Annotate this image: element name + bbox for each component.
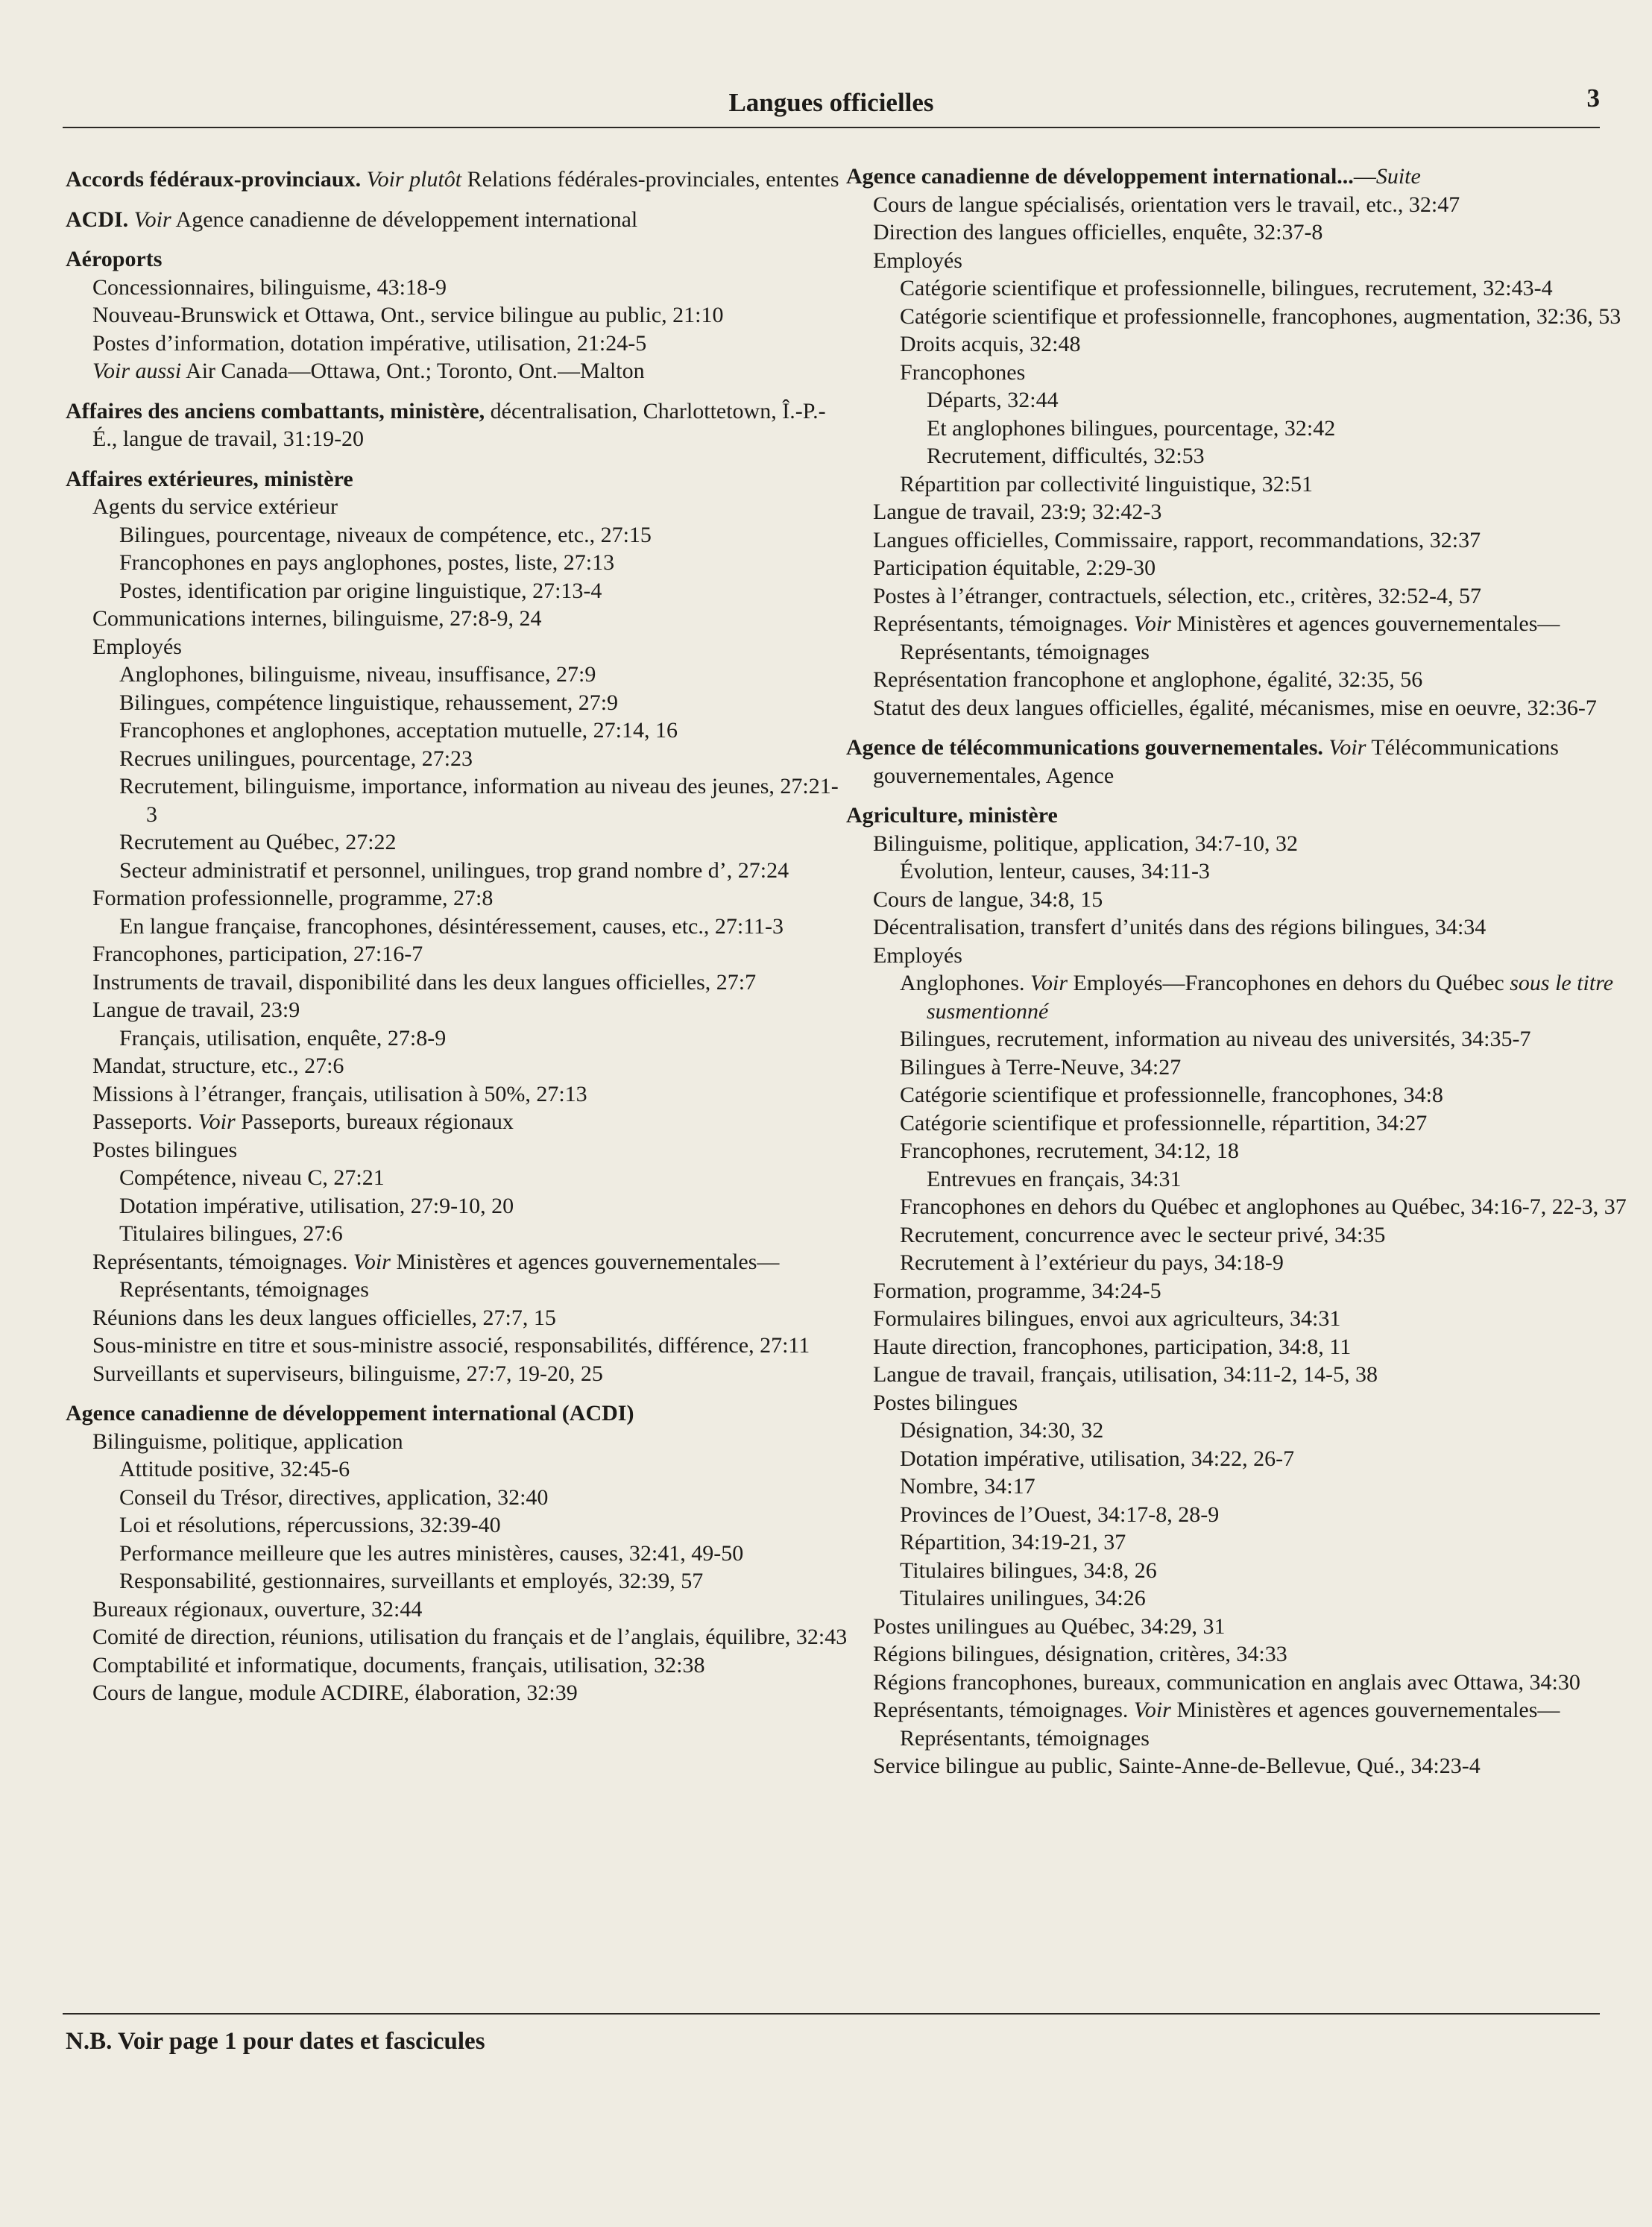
index-entry bbox=[66, 884, 848, 913]
index-entry bbox=[66, 968, 848, 997]
index-entry bbox=[846, 247, 1629, 275]
entry-text: Titulaires unilingues, 34:26 bbox=[900, 1586, 1146, 1610]
entry-text: Bilinguisme, politique, application bbox=[92, 1429, 403, 1454]
index-entry bbox=[846, 415, 1629, 443]
index-heading bbox=[66, 166, 848, 194]
index-entry bbox=[66, 1304, 848, 1332]
index-heading bbox=[66, 1399, 848, 1428]
entry-text: Bilingues, compétence linguistique, rehaussement, 27:9 bbox=[119, 690, 619, 715]
entry-text: Mandat, structure, etc., 27:6 bbox=[92, 1053, 344, 1078]
entry-heading-text: Agence de télécommunications gouvernementales. bbox=[846, 735, 1323, 760]
index-entry bbox=[846, 274, 1629, 303]
entry-crossref-text: sous le titre susmentionné bbox=[927, 971, 1614, 1024]
index-entry bbox=[846, 442, 1629, 470]
index-entry bbox=[846, 1528, 1629, 1557]
entry-text: Titulaires bilingues, 34:8, 26 bbox=[900, 1557, 1157, 1583]
entry-heading-text: Affaires des anciens combattants, ministère, bbox=[66, 398, 485, 423]
index-entry bbox=[66, 716, 848, 745]
entry-text: Agents du service extérieur bbox=[92, 494, 338, 519]
entry-crossref-text: Suite bbox=[1375, 164, 1421, 189]
index-entry bbox=[846, 1025, 1629, 1053]
footnote: N.B. Voir page 1 pour dates et fascicules bbox=[66, 2028, 485, 2055]
entry-text: Cours de langue, 34:8, 15 bbox=[873, 886, 1103, 912]
index-entry bbox=[846, 470, 1629, 499]
entry-crossref-text: Voir bbox=[1328, 735, 1366, 760]
entry-text: Participation équitable, 2:29-30 bbox=[873, 555, 1156, 580]
entry-text: Francophones, recrutement, 34:12, 18 bbox=[900, 1138, 1239, 1163]
entry-text: Communications internes, bilinguisme, 27:8-9, 24 bbox=[92, 606, 542, 631]
entry-text: Relations fédérales-provinciales, ententes bbox=[461, 167, 839, 192]
index-entry bbox=[66, 1192, 848, 1220]
index-entry bbox=[66, 1540, 848, 1568]
entry-text: Désignation, 34:30, 32 bbox=[900, 1418, 1104, 1443]
entry-text: Compétence, niveau C, 27:21 bbox=[119, 1165, 385, 1190]
index-entry bbox=[66, 1596, 848, 1624]
entry-text: Postes d’information, dotation impérative, utilisation, 21:24-5 bbox=[92, 330, 647, 356]
entry-text: Agence canadienne de développement international bbox=[171, 207, 638, 232]
entry-text: Performance meilleure que les autres ministères, causes, 32:41, 49-50 bbox=[119, 1540, 744, 1566]
entry-text: Nouveau-Brunswick et Ottawa, Ont., service bilingue au public, 21:10 bbox=[92, 303, 724, 327]
entry-text: Comptabilité et informatique, documents, français, utilisation, 32:38 bbox=[92, 1652, 705, 1678]
index-entry bbox=[66, 1484, 848, 1512]
entry-text: Recrutement, difficultés, 32:53 bbox=[927, 444, 1205, 468]
entry-text: En langue française, francophones, désintéressement, causes, etc., 27:11-3 bbox=[119, 913, 784, 939]
running-head bbox=[63, 82, 1600, 128]
entry-text: Missions à l’étranger, français, utilisation à 50%, 27:13 bbox=[92, 1081, 587, 1106]
index-entry bbox=[846, 830, 1629, 858]
entry-text: Francophones et anglophones, acceptation mutuelle, 27:14, 16 bbox=[119, 718, 678, 743]
entry-text: Titulaires bilingues, 27:6 bbox=[119, 1221, 343, 1246]
entry-heading-text: Accords fédéraux-provinciaux. bbox=[66, 167, 362, 192]
index-entry bbox=[846, 386, 1629, 415]
entry-crossref-text: Voir bbox=[198, 1109, 236, 1134]
entry-text: Entrevues en français, 34:31 bbox=[927, 1166, 1182, 1191]
entry-text: Ministères et agences gouvernementales—Représentants, témoignages bbox=[119, 1249, 780, 1302]
index-entry bbox=[846, 1305, 1629, 1333]
index-entry bbox=[846, 498, 1629, 526]
entry-text: Instruments de travail, disponibilité dans les deux langues officielles, 27:7 bbox=[92, 969, 757, 995]
entry-text: Langue de travail, français, utilisation, 34:11-2, 14-5, 38 bbox=[873, 1362, 1378, 1387]
entry-text: Haute direction, francophones, participation, 34:8, 11 bbox=[873, 1334, 1352, 1359]
index-heading bbox=[846, 734, 1629, 790]
index-entry bbox=[66, 301, 848, 330]
index-entry bbox=[846, 1669, 1629, 1697]
entry-text: Passeports. bbox=[92, 1109, 198, 1134]
index-entry bbox=[66, 1108, 848, 1136]
entry-text: Recrutement, bilinguisme, importance, information au niveau des jeunes, 27:21-3 bbox=[119, 774, 839, 827]
index-entry bbox=[66, 521, 848, 549]
entry-crossref-text: Voir plutôt bbox=[366, 167, 462, 192]
index-entry bbox=[66, 661, 848, 689]
index-heading bbox=[66, 397, 848, 453]
entry-text: décentralisation, Charlottetown, Î.-P.-É., langue de travail, 31:19-20 bbox=[92, 398, 826, 451]
index-entry bbox=[846, 1752, 1629, 1780]
entry-text: Formation, programme, 34:24-5 bbox=[873, 1278, 1161, 1303]
index-entry bbox=[66, 1428, 848, 1456]
entry-text: Départs, 32:44 bbox=[927, 388, 1059, 412]
index-entry bbox=[846, 913, 1629, 942]
entry-text: Dotation impérative, utilisation, 34:22, 26-7 bbox=[900, 1446, 1295, 1471]
entry-heading-text: Aéroports bbox=[66, 247, 163, 271]
entry-text: Cours de langue spécialisés, orientation vers le travail, etc., 32:47 bbox=[873, 192, 1460, 217]
entry-text: Employés bbox=[873, 942, 962, 968]
entry-text: Air Canada—Ottawa, Ont.; Toronto, Ont.—Malton bbox=[181, 359, 645, 383]
entry-text: Réunions dans les deux langues officielles, 27:7, 15 bbox=[92, 1305, 556, 1330]
entry-text: Décentralisation, transfert d’unités dans des régions bilingues, 34:34 bbox=[873, 915, 1487, 939]
entry-text: Représentants, témoignages. bbox=[873, 611, 1134, 636]
index-entry bbox=[846, 1557, 1629, 1585]
index-entry bbox=[66, 493, 848, 521]
index-entry bbox=[66, 1651, 848, 1680]
index-entry bbox=[66, 1248, 848, 1304]
index-entry bbox=[66, 1332, 848, 1360]
entry-text: Secteur administratif et personnel, unilingues, trop grand nombre d’, 27:24 bbox=[119, 857, 789, 883]
index-entry bbox=[66, 357, 848, 385]
entry-text: Francophones bbox=[900, 359, 1026, 385]
index-entry bbox=[66, 1511, 848, 1540]
entry-text: Attitude positive, 32:45-6 bbox=[119, 1457, 350, 1481]
entry-text: Dotation impérative, utilisation, 27:9-10, 20 bbox=[119, 1193, 514, 1218]
index-entry bbox=[846, 1445, 1629, 1473]
index-heading bbox=[66, 465, 848, 494]
entry-text: Représentation francophone et anglophone, égalité, 32:35, 56 bbox=[873, 667, 1423, 692]
index-entry bbox=[846, 1165, 1629, 1194]
entry-text: Concessionnaires, bilinguisme, 43:18-9 bbox=[92, 274, 447, 300]
entry-text: Recrues unilingues, pourcentage, 27:23 bbox=[119, 746, 473, 771]
index-heading bbox=[66, 206, 848, 234]
index-entry bbox=[846, 1584, 1629, 1613]
entry-text: Représentants, témoignages. bbox=[92, 1249, 353, 1274]
index-entry bbox=[846, 1137, 1629, 1165]
entry-text: Surveillants et superviseurs, bilinguisme, 27:7, 19-20, 25 bbox=[92, 1361, 603, 1386]
entry-text: Formation professionnelle, programme, 27:8 bbox=[92, 886, 494, 910]
index-entry bbox=[846, 1472, 1629, 1501]
entry-text: Ministères et agences gouvernementales—Représentants, témoignages bbox=[900, 611, 1560, 664]
index-entry bbox=[846, 1361, 1629, 1389]
index-entry bbox=[66, 330, 848, 358]
entry-text: Employés bbox=[92, 634, 182, 659]
entry-text: Langues officielles, Commissaire, rapport, recommandations, 32:37 bbox=[873, 527, 1481, 552]
entry-crossref-text: Voir bbox=[133, 207, 171, 232]
entry-crossref-text: Voir bbox=[1133, 611, 1171, 636]
entry-text: Recrutement, concurrence avec le secteur privé, 34:35 bbox=[900, 1222, 1386, 1247]
entry-text: Service bilingue au public, Sainte-Anne-de-Bellevue, Qué., 34:23-4 bbox=[873, 1754, 1481, 1778]
entry-text: Bilingues, recrutement, information au niveau des universités, 34:35-7 bbox=[900, 1027, 1531, 1051]
entry-text: Catégorie scientifique et professionnelle, bilingues, recrutement, 32:43-4 bbox=[900, 276, 1553, 300]
entry-text: Catégorie scientifique et professionnelle, francophones, 34:8 bbox=[900, 1083, 1443, 1107]
index-entry bbox=[66, 633, 848, 661]
index-entry bbox=[846, 218, 1629, 247]
index-entry bbox=[846, 330, 1629, 359]
index-entry bbox=[66, 1623, 848, 1651]
index-entry bbox=[66, 913, 848, 941]
entry-text: Direction des langues officielles, enquête, 32:37-8 bbox=[873, 220, 1323, 245]
entry-text: Responsabilité, gestionnaires, surveillants et employés, 32:39, 57 bbox=[119, 1569, 704, 1593]
entry-text: Bilingues à Terre-Neuve, 34:27 bbox=[900, 1054, 1182, 1080]
entry-text: Formulaires bilingues, envoi aux agriculteurs, 34:31 bbox=[873, 1306, 1341, 1331]
entry-heading-text: Agriculture, ministère bbox=[846, 803, 1058, 828]
entry-heading-text: Agence canadienne de développement international (ACDI) bbox=[66, 1401, 634, 1426]
index-entry bbox=[66, 577, 848, 605]
index-entry bbox=[66, 996, 848, 1024]
entry-text: Francophones, participation, 27:16-7 bbox=[92, 942, 423, 966]
index-entry bbox=[846, 969, 1629, 1025]
entry-text: Recrutement au Québec, 27:22 bbox=[119, 830, 397, 854]
entry-text: Comité de direction, réunions, utilisation du français et de l’anglais, équilibre, 32:43 bbox=[92, 1625, 848, 1649]
index-entry bbox=[846, 610, 1629, 666]
index-entry bbox=[66, 1360, 848, 1388]
index-entry bbox=[66, 1136, 848, 1165]
entry-text: Employés bbox=[873, 248, 962, 273]
index-entry bbox=[66, 857, 848, 885]
entry-text: Employés—Francophones en dehors du Québec bbox=[1068, 971, 1510, 995]
index-column-left bbox=[66, 166, 848, 1707]
index-entry bbox=[66, 549, 848, 577]
entry-text: Cours de langue, module ACDIRE, élaboration, 32:39 bbox=[92, 1681, 578, 1705]
entry-text: Passeports, bureaux régionaux bbox=[235, 1109, 514, 1134]
entry-text: Télécommunications gouvernementales, Agence bbox=[873, 735, 1559, 788]
entry-text: Régions bilingues, désignation, critères, 34:33 bbox=[873, 1642, 1287, 1666]
index-entry bbox=[846, 666, 1629, 694]
entry-text: Conseil du Trésor, directives, application, 32:40 bbox=[119, 1484, 549, 1510]
index-entry bbox=[846, 582, 1629, 611]
index-entry bbox=[66, 940, 848, 968]
index-entry bbox=[66, 772, 848, 828]
entry-text: Francophones en dehors du Québec et anglophones au Québec, 34:16-7, 22-3, 37 bbox=[900, 1194, 1627, 1219]
index-entry bbox=[846, 1389, 1629, 1417]
entry-text: — bbox=[1353, 164, 1376, 189]
index-entry bbox=[846, 191, 1629, 219]
index-entry bbox=[846, 554, 1629, 582]
footer-rule bbox=[63, 2013, 1600, 2015]
index-entry bbox=[846, 1053, 1629, 1082]
entry-text: Français, utilisation, enquête, 27:8-9 bbox=[119, 1025, 447, 1050]
index-entry bbox=[846, 1081, 1629, 1109]
index-entry bbox=[66, 1455, 848, 1484]
entry-text: Bureaux régionaux, ouverture, 32:44 bbox=[92, 1596, 423, 1622]
entry-heading-text: ACDI. bbox=[66, 207, 129, 232]
entry-text: Et anglophones bilingues, pourcentage, 32:42 bbox=[927, 415, 1336, 441]
index-entry bbox=[66, 1164, 848, 1192]
page-title: Langues officielles bbox=[728, 88, 934, 117]
entry-text: Nombre, 34:17 bbox=[900, 1474, 1035, 1499]
entry-text: Sous-ministre en titre et sous-ministre associé, responsabilités, différence, 27:11 bbox=[92, 1333, 810, 1358]
entry-text: Langue de travail, 23:9 bbox=[92, 998, 300, 1022]
entry-text bbox=[361, 167, 367, 192]
entry-text: Répartition, 34:19-21, 37 bbox=[900, 1530, 1126, 1555]
index-heading bbox=[846, 163, 1629, 191]
index-entry bbox=[66, 1679, 848, 1707]
index-entry bbox=[846, 886, 1629, 914]
index-entry bbox=[846, 1501, 1629, 1529]
index-entry bbox=[846, 359, 1629, 387]
index-entry bbox=[66, 1080, 848, 1109]
index-entry bbox=[846, 1417, 1629, 1445]
index-entry bbox=[66, 605, 848, 633]
entry-text: Bilingues, pourcentage, niveaux de compétence, etc., 27:15 bbox=[119, 522, 652, 547]
entry-text: Ministères et agences gouvernementales—Représentants, témoignages bbox=[900, 1698, 1560, 1751]
index-entry bbox=[846, 1193, 1629, 1221]
index-entry bbox=[846, 942, 1629, 970]
entry-text: Catégorie scientifique et professionnelle, répartition, 34:27 bbox=[900, 1110, 1428, 1135]
entry-text: Francophones en pays anglophones, postes, liste, 27:13 bbox=[119, 550, 615, 575]
index-heading bbox=[66, 245, 848, 274]
entry-text: Postes bilingues bbox=[92, 1137, 238, 1162]
entry-heading-text: Agence canadienne de développement international... bbox=[846, 164, 1354, 189]
index-entry bbox=[846, 303, 1629, 331]
entry-text: Évolution, lenteur, causes, 34:11-3 bbox=[900, 859, 1210, 883]
entry-crossref-text: Voir aussi bbox=[92, 359, 182, 383]
entry-text bbox=[128, 207, 134, 232]
index-entry bbox=[66, 689, 848, 717]
index-entry bbox=[846, 1249, 1629, 1277]
index-entry bbox=[846, 1613, 1629, 1641]
entry-text: Représentants, témoignages. bbox=[873, 1698, 1134, 1722]
index-entry bbox=[846, 1333, 1629, 1361]
entry-crossref-text: Voir bbox=[1030, 971, 1068, 995]
entry-crossref-text: Voir bbox=[353, 1249, 391, 1274]
index-entry bbox=[846, 526, 1629, 555]
index-column-right bbox=[846, 163, 1629, 1780]
index-entry bbox=[66, 1024, 848, 1053]
index-entry bbox=[846, 694, 1629, 722]
index-entry bbox=[846, 1109, 1629, 1138]
entry-text: Provinces de l’Ouest, 34:17-8, 28-9 bbox=[900, 1502, 1220, 1527]
entry-text: Statut des deux langues officielles, égalité, mécanismes, mise en oeuvre, 32:36-7 bbox=[873, 695, 1597, 720]
entry-text: Loi et résolutions, répercussions, 32:39-40 bbox=[119, 1513, 501, 1537]
index-entry bbox=[66, 828, 848, 857]
entry-text: Postes unilingues au Québec, 34:29, 31 bbox=[873, 1613, 1226, 1639]
index-heading bbox=[846, 801, 1629, 830]
index-entry bbox=[846, 857, 1629, 886]
entry-text: Régions francophones, bureaux, communication en anglais avec Ottawa, 34:30 bbox=[873, 1669, 1580, 1695]
index-entry bbox=[66, 1220, 848, 1248]
index-entry bbox=[846, 1221, 1629, 1250]
page-number: 3 bbox=[1586, 84, 1600, 113]
entry-text: Recrutement à l’extérieur du pays, 34:18-9 bbox=[900, 1250, 1284, 1275]
entry-text: Bilinguisme, politique, application, 34:7-10, 32 bbox=[873, 831, 1298, 856]
entry-text: Anglophones. bbox=[900, 971, 1030, 995]
entry-text: Anglophones, bilinguisme, niveau, insuffisance, 27:9 bbox=[119, 662, 596, 687]
index-entry bbox=[66, 1052, 848, 1080]
index-entry bbox=[846, 1696, 1629, 1752]
entry-text: Postes à l’étranger, contractuels, sélection, etc., critères, 32:52-4, 57 bbox=[873, 583, 1482, 608]
entry-text: Répartition par collectivité linguistique, 32:51 bbox=[900, 471, 1314, 497]
index-entry bbox=[846, 1277, 1629, 1305]
entry-text: Postes bilingues bbox=[873, 1390, 1018, 1415]
entry-text: Droits acquis, 32:48 bbox=[900, 332, 1081, 356]
entry-heading-text: Affaires extérieures, ministère bbox=[66, 466, 353, 491]
index-entry bbox=[66, 745, 848, 773]
entry-crossref-text: Voir bbox=[1133, 1698, 1171, 1722]
entry-text: Langue de travail, 23:9; 32:42-3 bbox=[873, 500, 1162, 524]
entry-text: Postes, identification par origine linguistique, 27:13-4 bbox=[119, 578, 602, 603]
index-entry bbox=[66, 1567, 848, 1596]
entry-text: Catégorie scientifique et professionnelle, francophones, augmentation, 32:36, 53 bbox=[900, 303, 1621, 329]
index-entry bbox=[846, 1640, 1629, 1669]
index-entry bbox=[66, 274, 848, 302]
